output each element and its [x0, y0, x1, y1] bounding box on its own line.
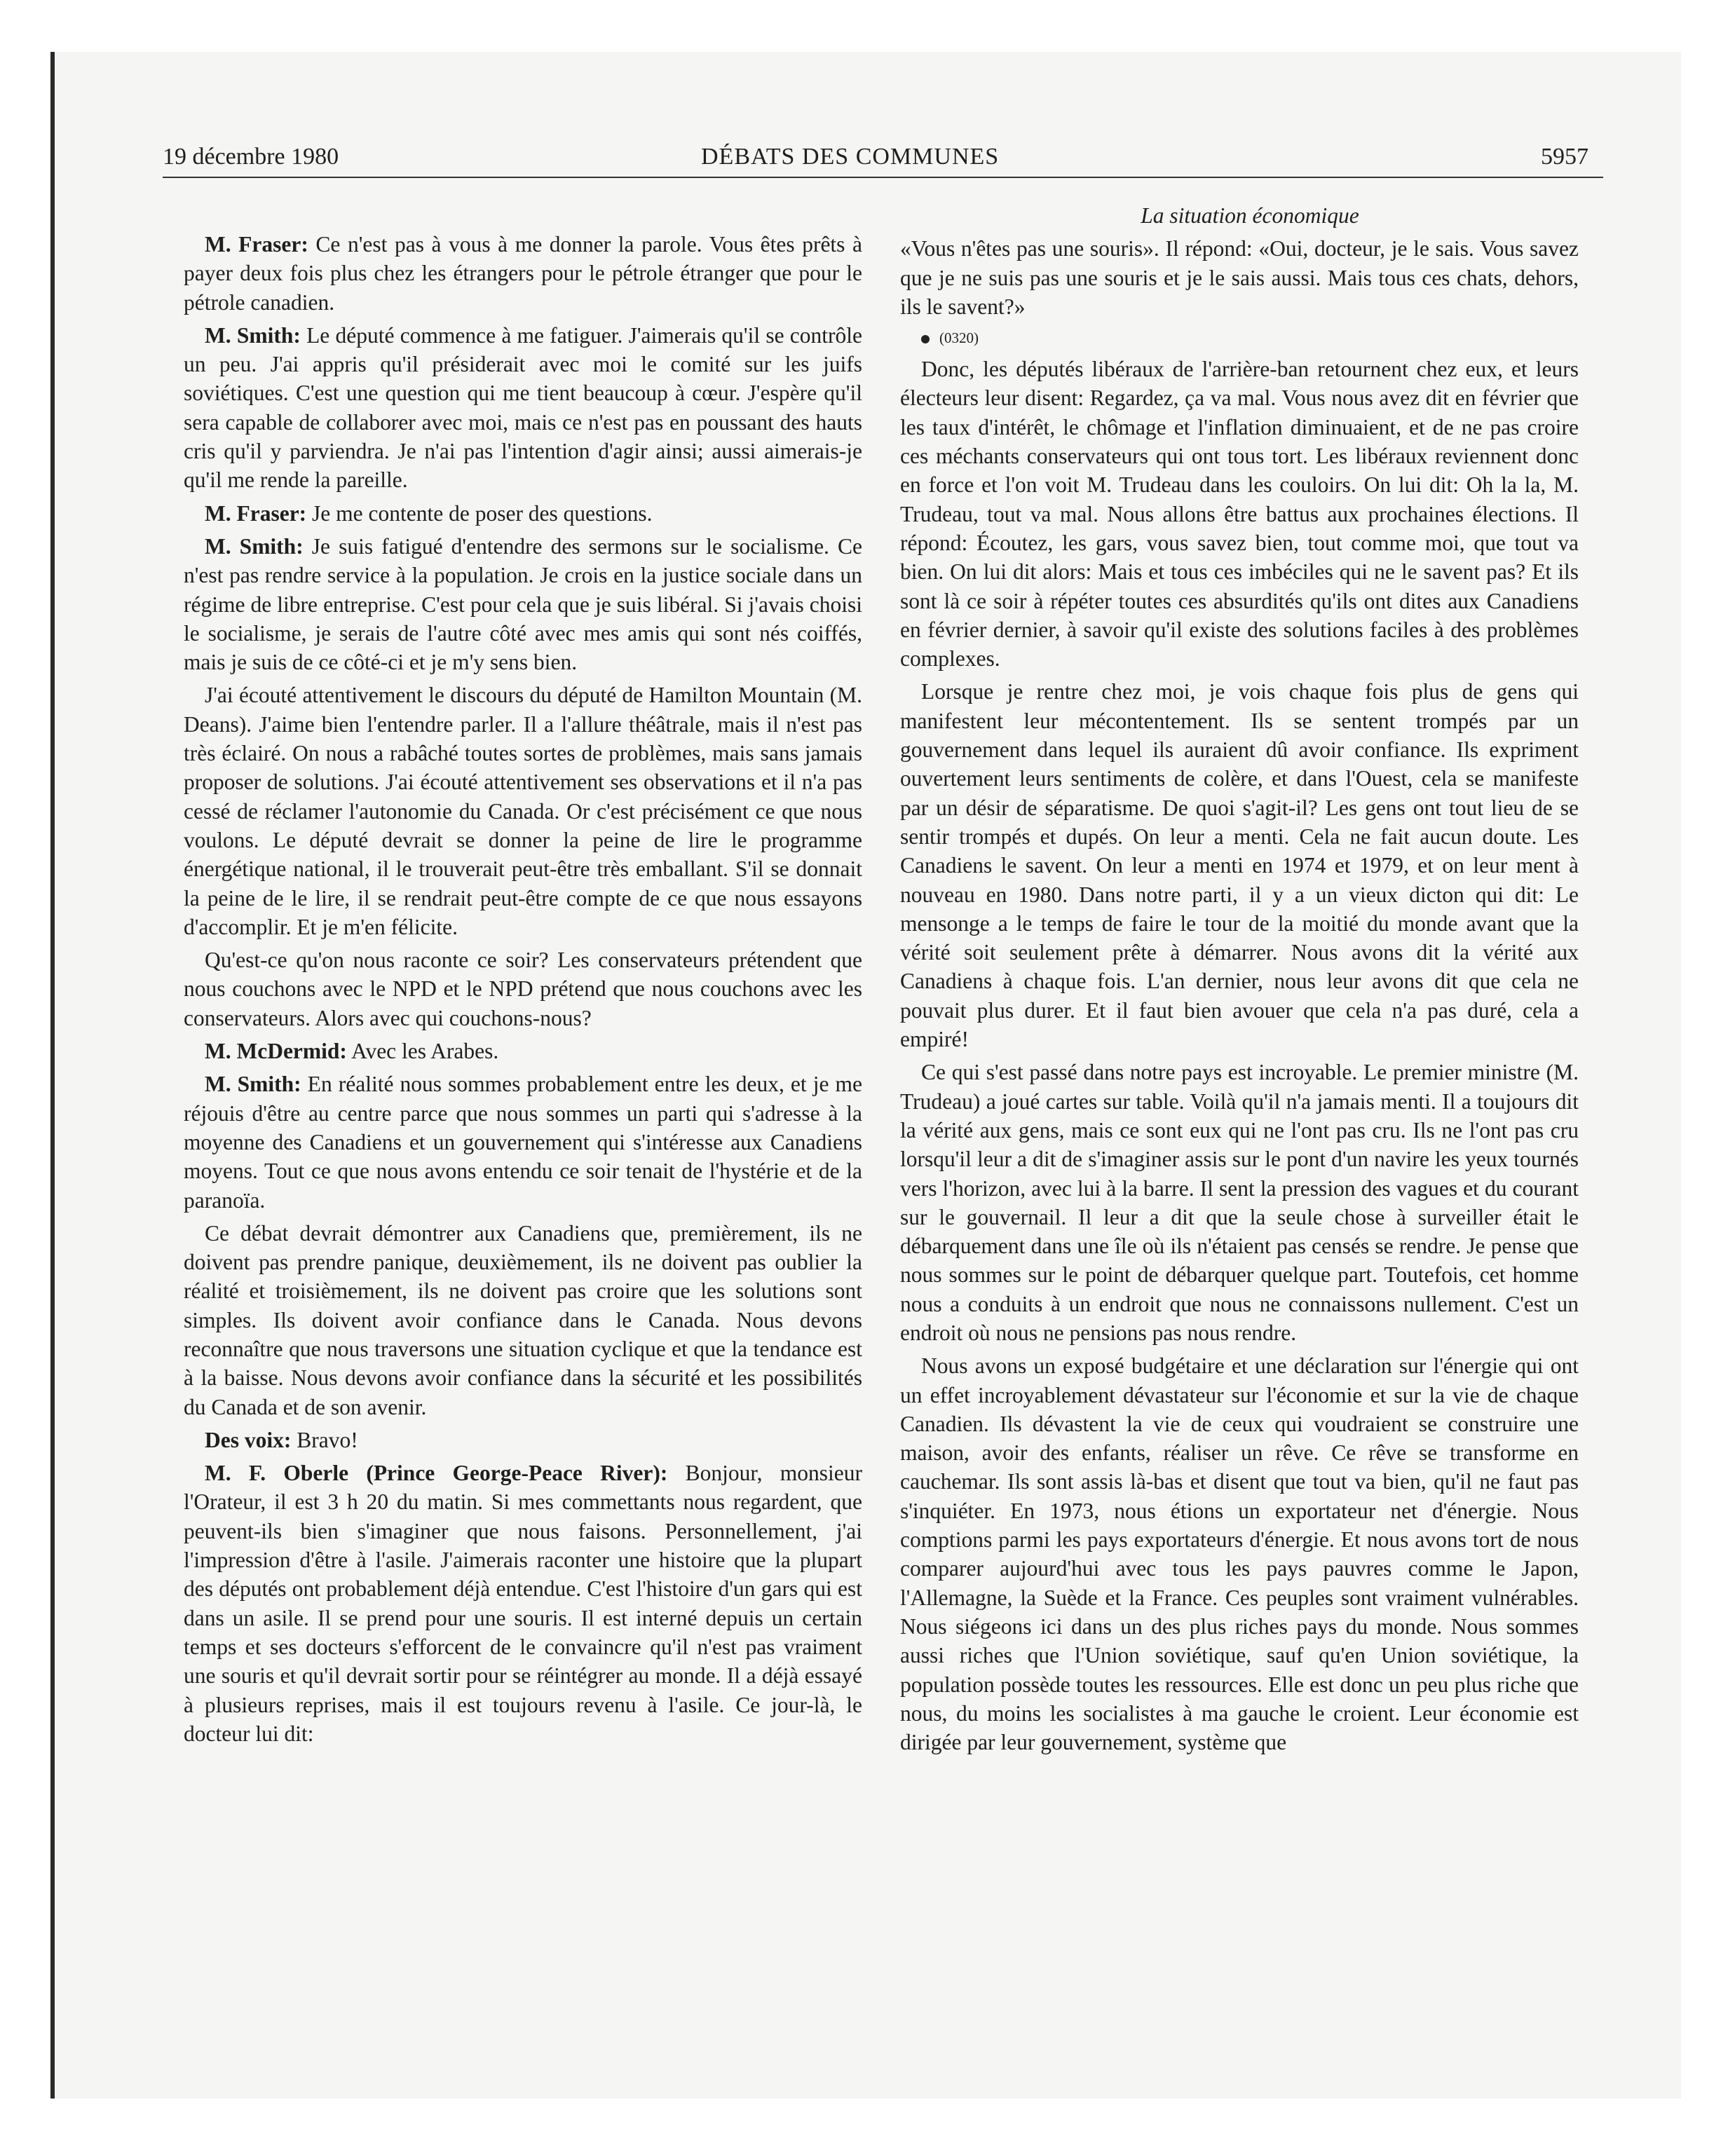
- paragraph: [184, 1426, 862, 1454]
- scan-edge: [50, 52, 55, 2099]
- paragraph: Lorsque je rentre chez moi, je vois chaque fois plus de gens qui manifestent leur mécontentement. Ils se sentent trompés par un gouvernement dans lequel ils auraient dû avoir confiance. Ils expriment ouvertement leurs sentiments de colère, et dans l'Ouest, cela se manifeste par un désir de séparatisme. De quoi s'agit-il? Les gens ont tout lieu de se sentir trompés et dupés. On leur a menti. Cela ne fait aucun doute. Les Canadiens le savent. On leur a menti en 1974 et 1979, et on leur ment à nouveau en 1980. Dans notre parti, il y a un vieux dicton qui dit: Le mensonge a le temps de faire le tour de la moitié du monde avant que la vérité soit seulement prête à démarrer. Nous avons dit la vérité aux Canadiens à chaque fois. L'an dernier, nous leur avons dit que cela ne pouvait plus durer. Et il faut bien avouer que cela n'a pas duré, cela a empiré!: [900, 679, 1579, 1052]
- header-rule: [163, 177, 1603, 178]
- speech-text: En réalité nous sommes probablement entre les deux, et je me réjouis d'être au centre parce que nous sommes un parti qui s'adresse à la moyenne des Canadiens et un gouvernement qui s'intéresse aux Canadiens moyens. Tout ce que nous avons entendu ce soir tenait de l'hystérie et de la paranoïa.: [184, 1072, 862, 1213]
- speaker-name: M. Fraser:: [205, 500, 307, 526]
- speaker-name: M. Fraser:: [205, 232, 308, 257]
- speech-text: Avec les Arabes.: [346, 1039, 499, 1064]
- right-column: [900, 201, 1579, 1761]
- speech-text: Ce n'est pas à vous à me donner la parole. Vous êtes prêts à payer deux fois plus chez les étrangers pour le pétrole étranger que pour le pétrole canadien.: [184, 232, 862, 315]
- paragraph: [184, 1070, 862, 1214]
- header-title: DÉBATS DES COMMUNES: [701, 144, 1000, 170]
- paragraph: [184, 230, 862, 317]
- paragraph: Ce débat devrait démontrer aux Canadiens que, premièrement, ils ne doivent pas prendre panique, deuxièmement, ils ne doivent pas oublier la réalité et troisièmement, ils ne doivent pas croire que les solutions sont simples. Ils doivent avoir confiance dans le Canada. Nous devons reconnaître que nous traversons une situation cyclique et que la tendance est à la baisse. Nous devons avoir confiance dans la sécurité et les possibilités du Canada et de son avenir.: [184, 1220, 862, 1419]
- speech-text: Je suis fatigué d'entendre des sermons sur le socialisme. Ce n'est pas rendre service à la population. Je crois en la justice sociale dans un régime de libre entreprise. C'est pour cela que je suis libéral. Si j'avais choisi le socialisme, je serais de l'autre côté avec mes amis qui sont nés coiffés, mais je suis de ce côté-ci et je m'y sens bien.: [184, 533, 862, 675]
- speaker-name: Des voix:: [205, 1427, 292, 1452]
- header-date: 19 décembre 1980: [163, 144, 339, 170]
- timestamp-marker: [900, 325, 1579, 350]
- paragraph: J'ai écouté attentivement le discours du député de Hamilton Mountain (M. Deans). J'aime bien l'entendre parler. Il a l'allure théâtrale, mais il n'est pas très éclairé. On nous a rabâché toutes sortes de problèmes, mais sans jamais proposer de solutions. J'ai écouté attentivement ses observations et il n'a pas cessé de réclamer l'autonomie du Canada. Or c'est précisément ce que nous voulons. Le député devrait se donner la peine de lire le programme énergétique national, il le trouverait peut-être très emballant. S'il se donnait la peine de le lire, il se rendrait peut-être compte de ce que nous essayons d'accomplir. Et je m'en félicite.: [184, 683, 862, 939]
- speaker-name: M. Smith:: [205, 1072, 301, 1097]
- paragraph: Nous avons un exposé budgétaire et une déclaration sur l'énergie qui ont un effet incroyablement dévastateur sur l'économie et sur la vie de chaque Canadien. Ils dévastent la vie de ceux qui voudraient se construire une maison, avoir des enfants, réaliser un rêve. Ce rêve se transforme en cauchemar. Ils sont assis là-bas et disent que tout va bien, qu'il ne faut pas s'inquiéter. En 1973, nous étions un exportateur net d'énergie. Nous comptions parmi les pays exportateurs d'énergie. Et nous avons tort de nous comparer aujourd'hui avec tous les pays pauvres comme le Japon, l'Allemagne, la Suède et la France. Ces peuples sont vraiment vulnérables. Nous siégeons ici dans un des plus riches pays du monde. Nous sommes aussi riches que l'Union soviétique, sauf qu'en Union soviétique, la population possède toutes les ressources. Elle est donc un peu plus riche que nous, du moins les socialistes à ma gauche le croient. Leur économie est dirigée par leur gouvernement, système que: [900, 1353, 1579, 1755]
- speech-text: Je me contente de poser des questions.: [306, 500, 653, 526]
- paragraph: Ce qui s'est passé dans notre pays est incroyable. Le premier ministre (M. Trudeau) a joué cartes sur table. Voilà qu'il n'a jamais menti. Il a toujours dit la vérité aux gens, mais ce sont eux qui ne l'ont pas cru. Ils ne l'ont pas cru lorsqu'il leur a dit de s'imaginer assis sur le pont d'un navire les yeux tournés vers l'horizon, avec lui à la barre. Il sent la pression des vagues et du courant sur le gouvernail. Il leur a dit que la seule chose à surveiller était le débarquement dans une île où ils n'étaient pas censés se rendre. Je pense que nous sommes sur le point de débarquer quelque part. Toutefois, cet homme nous a conduits à un endroit que nous ne connaissons nullement. C'est un endroit où nous ne pensions pas nous rendre.: [900, 1060, 1579, 1345]
- paragraph: Donc, les députés libéraux de l'arrière-ban retournent chez eux, et leurs électeurs leur disent: Regardez, ça va mal. Vous nous avez dit en février que les taux d'intérêt, le chômage et l'inflation diminuaient, et de ne pas croire ces méchants conservateurs qui ont tous tort. Les libéraux reviennent donc en force et l'on voit M. Trudeau dans les couloirs. On lui dit: Oh la la, M. Trudeau, tout va mal. Nous allons être battus aux prochaines élections. Il répond: Écoutez, les gars, vous savez bien, tout comme moi, que tout va bien. On lui dit alors: Mais et tous ces imbéciles qui ne le savent pas? Et ils sont là ce soir à répéter toutes ces absurdités qu'ils ont dites aux Canadiens en février dernier, à savoir qu'il existe des solutions faciles à des problèmes complexes.: [900, 357, 1579, 671]
- speaker-name: M. McDermid:: [205, 1039, 347, 1064]
- speech-text: Bravo!: [291, 1427, 358, 1452]
- speech-text: Le député commence à me fatiguer. J'aimerais qu'il se contrôle un peu. J'ai appris qu'il présiderait avec moi le comité sur les juifs soviétiques. C'est une question qui me tient beaucoup à cœur. J'espère qu'il sera capable de collaborer avec moi, mais ce n'est pas en poussant des hauts cris qu'il y parviendra. Je n'ai pas l'intention d'agir ainsi; aussi aimerais-je qu'il me rende la pareille.: [184, 322, 862, 493]
- paragraph: «Vous n'êtes pas une souris». Il répond: «Oui, docteur, je le sais. Vous savez que je ne suis pas une souris et je le sais aussi. Mais tous ces chats, dehors, ils le savent?»: [900, 236, 1579, 319]
- paragraph: [184, 532, 862, 676]
- paragraph: [184, 321, 862, 495]
- speaker-name: M. Smith:: [205, 533, 304, 559]
- page-number: 5957: [1541, 144, 1588, 170]
- bullet-icon: [921, 335, 930, 343]
- speaker-name: M. Smith:: [205, 322, 301, 348]
- speaker-name: M. F. Oberle (Prince George-Peace River):: [205, 1461, 668, 1486]
- paragraph: [184, 499, 862, 528]
- left-column: [184, 230, 862, 1752]
- speech-text: Bonjour, monsieur l'Orateur, il est 3 h 20 du matin. Si mes commettants nous regardent, que peuvent-ils bien s'imaginer que nous faisons. Personnellement, j'ai l'impression d'être à l'asile. J'aimerais raconter une histoire que la plupart des députés ont probablement déjà entendue. C'est l'histoire d'un gars qui est dans un asile. Il se prend pour une souris. Il est interné depuis un certain temps et ses docteurs s'efforcent de le convaincre qu'il n'est pas vraiment une souris et qu'il devrait sortir pour se réintégrer au monde. Il a déjà essayé à plusieurs reprises, mais il est toujours revenu à l'asile. Ce jour-là, le docteur lui dit:: [184, 1461, 862, 1746]
- section-title: La situation économique: [1141, 203, 1359, 228]
- paragraph: [184, 1459, 862, 1748]
- paragraph: [184, 1037, 862, 1065]
- paragraph: Qu'est-ce qu'on nous raconte ce soir? Les conservateurs prétendent que nous couchons avec le NPD et le NPD prétend que nous couchons avec les conservateurs. Alors avec qui couchons-nous?: [184, 948, 862, 1030]
- timestamp: (0320): [939, 329, 979, 347]
